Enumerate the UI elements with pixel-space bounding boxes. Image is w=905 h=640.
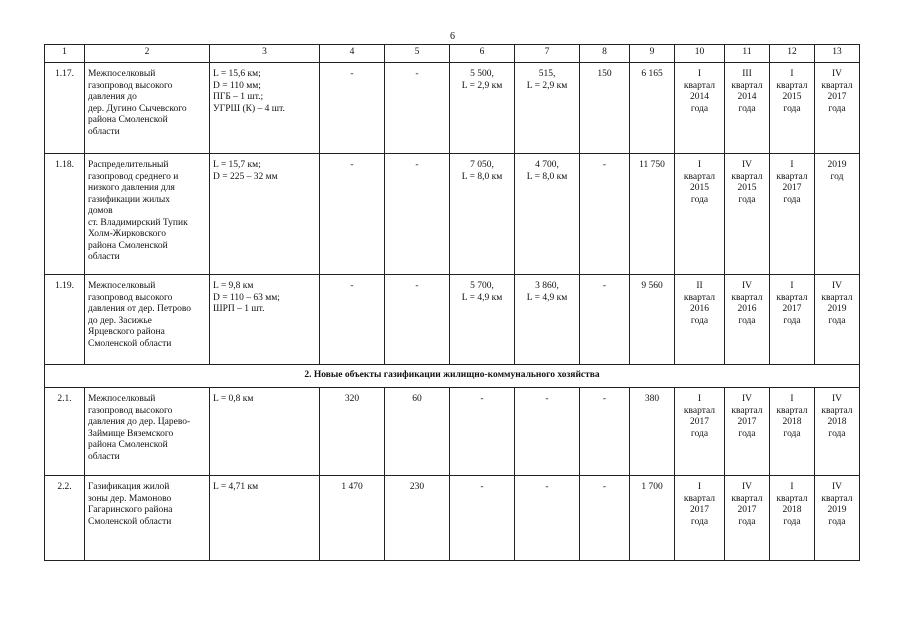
row-number: 1.19. xyxy=(45,275,85,365)
col12-period xyxy=(770,476,815,561)
cell-line: I xyxy=(790,394,794,404)
cell-line: области xyxy=(88,451,120,462)
cell-line: года xyxy=(828,103,846,114)
col11-period xyxy=(725,275,770,365)
cell-line: I xyxy=(790,160,794,170)
cell-line: L = 8,0 км xyxy=(461,171,503,182)
cell-line: низкого давления для xyxy=(88,183,175,193)
cell-line: Холм-Жирковского xyxy=(88,229,166,239)
cell-line: давления до xyxy=(88,92,137,102)
cell-line: года xyxy=(690,103,709,114)
cell-line: I xyxy=(697,394,702,404)
object-name xyxy=(85,476,210,561)
cell-line: домов xyxy=(88,206,113,216)
cell-line: D = 225 – 32 мм xyxy=(213,171,278,182)
cell-line: года xyxy=(738,428,756,439)
col9-total: 9 560 xyxy=(630,275,675,365)
cell-line: 5 500, xyxy=(470,69,494,79)
cell-line: I xyxy=(697,69,702,79)
cell-line: Распределительный xyxy=(88,160,169,170)
cell-line: I xyxy=(790,69,794,79)
cell-line: 2015 xyxy=(690,183,709,193)
cell-line: 2014 xyxy=(690,92,709,102)
col7-value xyxy=(515,476,580,561)
col10-period xyxy=(675,154,725,275)
cell-line: газопровод среднего и xyxy=(88,171,179,182)
object-specs xyxy=(210,388,320,476)
cell-line: Межпоселковый xyxy=(88,281,156,291)
cell-line: квартал xyxy=(731,292,763,303)
cell-line: квартал xyxy=(776,493,808,504)
cell-line: 2017 xyxy=(690,505,709,515)
cell-line: области xyxy=(88,252,120,262)
col11-period xyxy=(725,388,770,476)
col7-value xyxy=(515,275,580,365)
col6-value xyxy=(450,388,515,476)
cell-line: 515, xyxy=(538,69,556,79)
section-title: 2. Новые объекты газификации жилищно-коммунального хозяйства xyxy=(45,365,860,388)
col4-value: - xyxy=(320,63,385,154)
cell-line: года xyxy=(828,428,846,439)
col13-period xyxy=(815,476,860,561)
cell-line: газификации жилых xyxy=(88,194,171,205)
cell-line: квартал xyxy=(776,171,808,182)
header-cell-11: 11 xyxy=(725,45,770,63)
cell-line: 2017 xyxy=(782,183,802,193)
col6-value xyxy=(450,476,515,561)
col5-value: - xyxy=(385,154,450,275)
cell-line: 2016 xyxy=(737,304,757,314)
cell-line: 2014 xyxy=(737,92,757,102)
cell-line: года xyxy=(690,194,709,205)
page-number: 6 xyxy=(450,31,455,42)
header-cell-4: 4 xyxy=(320,45,385,63)
header-cell-12: 12 xyxy=(770,45,815,63)
cell-line: 2016 xyxy=(690,304,709,314)
col10-period xyxy=(675,388,725,476)
cell-line: Ярцевского района xyxy=(88,327,165,337)
cell-line: 2019 xyxy=(827,505,847,515)
cell-line: Гагаринского района xyxy=(88,505,173,515)
cell-line: года xyxy=(690,516,709,527)
col7-value xyxy=(515,154,580,275)
cell-line: года xyxy=(783,194,801,205)
cell-line: квартал xyxy=(683,405,716,416)
cell-line: до дер. Засижье xyxy=(88,315,152,326)
cell-line: года xyxy=(738,516,756,527)
header-cell-2: 2 xyxy=(85,45,210,63)
cell-line: II xyxy=(696,281,703,291)
col4-value: 1 470 xyxy=(320,476,385,561)
cell-line: года xyxy=(738,194,756,205)
cell-line: Газификация жилой xyxy=(88,482,170,492)
col6-value xyxy=(450,154,515,275)
col8-value: - xyxy=(580,275,630,365)
cell-line: 2018 xyxy=(782,505,802,515)
cell-line: 2017 xyxy=(827,92,847,102)
cell-line: 2015 xyxy=(737,183,757,193)
table-row xyxy=(45,476,860,561)
cell-line: 2017 xyxy=(737,505,757,515)
section-row xyxy=(45,365,860,388)
cell-line: квартал xyxy=(731,80,763,91)
object-name xyxy=(85,154,210,275)
col5-value: 230 xyxy=(385,476,450,561)
cell-line: года xyxy=(783,315,801,326)
cell-line: года xyxy=(738,103,756,114)
col12-period xyxy=(770,63,815,154)
header-cell-8: 8 xyxy=(580,45,630,63)
cell-line: квартал xyxy=(683,292,716,303)
cell-line: квартал xyxy=(683,80,716,91)
cell-line: квартал xyxy=(821,292,853,303)
cell-line: - xyxy=(480,394,484,404)
col6-value xyxy=(450,275,515,365)
cell-line: газопровод высокого xyxy=(88,80,173,91)
col10-period xyxy=(675,275,725,365)
cell-line: - xyxy=(545,394,549,404)
table-row xyxy=(45,275,860,365)
cell-line: L = 4,9 км xyxy=(526,292,568,303)
col4-value: - xyxy=(320,275,385,365)
cell-line: газопровод высокого xyxy=(88,292,173,303)
col12-period xyxy=(770,388,815,476)
header-row xyxy=(45,45,860,63)
header-cell-5: 5 xyxy=(385,45,450,63)
col9-total: 380 xyxy=(630,388,675,476)
cell-line: III xyxy=(742,69,752,79)
header-cell-1: 1 xyxy=(45,45,85,63)
cell-line: Смоленской области xyxy=(88,338,172,349)
cell-line: IV xyxy=(741,482,753,492)
col5-value: - xyxy=(385,275,450,365)
cell-line: зоны дер. Мамоново xyxy=(88,493,172,504)
cell-line: района Смоленской xyxy=(88,440,168,450)
cell-line: района Смоленской xyxy=(88,115,168,125)
col11-period xyxy=(725,63,770,154)
cell-line: D = 110 – 63 мм; xyxy=(213,292,280,303)
cell-line: L = 15,6 км; xyxy=(213,69,261,79)
cell-line: IV xyxy=(741,394,753,404)
cell-line: газопровод высокого xyxy=(88,405,173,416)
cell-line: Межпоселковый xyxy=(88,69,156,79)
col11-period xyxy=(725,476,770,561)
cell-line: квартал xyxy=(683,171,716,182)
cell-line: 2017 xyxy=(690,417,709,427)
cell-line: 2019 xyxy=(827,160,847,170)
cell-line: 2017 xyxy=(737,417,757,427)
object-specs xyxy=(210,154,320,275)
cell-line: дер. Дугино Сычевского xyxy=(88,103,187,114)
cell-line: Смоленской области xyxy=(88,516,172,527)
cell-line: квартал xyxy=(776,80,808,91)
cell-line: - xyxy=(480,482,484,492)
row-number: 1.17. xyxy=(45,63,85,154)
cell-line: IV xyxy=(741,160,753,170)
row-number: 2.1. xyxy=(45,388,85,476)
col8-value: - xyxy=(580,476,630,561)
col5-value: 60 xyxy=(385,388,450,476)
header-cell-10: 10 xyxy=(675,45,725,63)
cell-line: 7 050, xyxy=(470,160,494,170)
col11-period xyxy=(725,154,770,275)
cell-line: 4 700, xyxy=(535,160,559,170)
objects-table xyxy=(44,44,860,561)
cell-line: 2015 xyxy=(782,92,802,102)
cell-line: L = 15,7 км; xyxy=(213,160,261,170)
cell-line: квартал xyxy=(731,171,763,182)
cell-line: Займище Вяземского xyxy=(88,428,174,439)
cell-line: I xyxy=(697,482,702,492)
header-cell-13: 13 xyxy=(815,45,860,63)
col10-period xyxy=(675,476,725,561)
cell-line: Межпоселковый xyxy=(88,394,156,404)
cell-line: квартал xyxy=(821,80,853,91)
col13-period xyxy=(815,154,860,275)
table-row xyxy=(45,154,860,275)
cell-line: года xyxy=(783,516,801,527)
col9-total: 11 750 xyxy=(630,154,675,275)
cell-line: год xyxy=(830,171,844,182)
cell-line: года xyxy=(828,516,846,527)
cell-line: L = 9,8 км xyxy=(213,281,254,291)
header-cell-9: 9 xyxy=(630,45,675,63)
col4-value: - xyxy=(320,154,385,275)
cell-line: квартал xyxy=(731,405,763,416)
cell-line: 3 860, xyxy=(535,281,559,291)
cell-line: года xyxy=(690,428,709,439)
object-specs xyxy=(210,275,320,365)
object-name xyxy=(85,388,210,476)
cell-line: IV xyxy=(831,482,843,492)
cell-line: L = 0,8 км xyxy=(213,394,254,404)
cell-line: года xyxy=(690,315,709,326)
cell-line: L = 4,71 км xyxy=(213,482,259,492)
cell-line: 5 700, xyxy=(470,281,494,291)
cell-line: - xyxy=(545,482,549,492)
cell-line: УГРШ (К) – 4 шт. xyxy=(213,103,285,114)
object-name xyxy=(85,63,210,154)
cell-line: 2017 xyxy=(782,304,802,314)
object-name xyxy=(85,275,210,365)
table-body xyxy=(45,45,860,561)
col9-total: 1 700 xyxy=(630,476,675,561)
cell-line: IV xyxy=(831,281,843,291)
object-specs xyxy=(210,63,320,154)
col12-period xyxy=(770,154,815,275)
col9-total: 6 165 xyxy=(630,63,675,154)
cell-line: квартал xyxy=(821,405,853,416)
cell-line: ШРП – 1 шт. xyxy=(213,304,265,314)
table-row xyxy=(45,63,860,154)
cell-line: L = 8,0 км xyxy=(526,171,568,182)
col8-value: 150 xyxy=(580,63,630,154)
row-number: 1.18. xyxy=(45,154,85,275)
cell-line: 2018 xyxy=(827,417,847,427)
cell-line: 2019 xyxy=(827,304,847,314)
header-cell-7: 7 xyxy=(515,45,580,63)
cell-line: 2018 xyxy=(782,417,802,427)
cell-line: давления до дер. Царево- xyxy=(88,417,191,427)
header-cell-6: 6 xyxy=(450,45,515,63)
cell-line: IV xyxy=(831,69,843,79)
header-cell-3: 3 xyxy=(210,45,320,63)
cell-line: квартал xyxy=(821,493,853,504)
col5-value: - xyxy=(385,63,450,154)
cell-line: квартал xyxy=(776,405,808,416)
cell-line: года xyxy=(783,428,801,439)
cell-line: района Смоленской xyxy=(88,240,168,251)
cell-line: I xyxy=(697,160,702,170)
cell-line: квартал xyxy=(683,493,716,504)
cell-line: давления от дер. Петрово xyxy=(88,304,191,314)
cell-line: года xyxy=(738,315,756,326)
cell-line: I xyxy=(790,281,794,291)
cell-line: L = 2,9 км xyxy=(526,80,568,91)
cell-line: L = 2,9 км xyxy=(461,80,503,91)
cell-line: квартал xyxy=(731,493,763,504)
object-specs xyxy=(210,476,320,561)
cell-line: ст. Владимирский Тупик xyxy=(88,217,188,228)
row-number: 2.2. xyxy=(45,476,85,561)
cell-line: IV xyxy=(741,281,753,291)
cell-line: года xyxy=(783,103,801,114)
col4-value: 320 xyxy=(320,388,385,476)
col6-value xyxy=(450,63,515,154)
cell-line: квартал xyxy=(776,292,808,303)
cell-line: года xyxy=(828,315,846,326)
cell-line: L = 4,9 км xyxy=(461,292,503,303)
col13-period xyxy=(815,275,860,365)
col12-period xyxy=(770,275,815,365)
col7-value xyxy=(515,388,580,476)
table-row xyxy=(45,388,860,476)
cell-line: области xyxy=(88,126,120,137)
col13-period xyxy=(815,63,860,154)
cell-line: D = 110 мм; xyxy=(213,80,261,91)
cell-line: ПГБ – 1 шт.; xyxy=(213,92,264,102)
cell-line: IV xyxy=(831,394,843,404)
col10-period xyxy=(675,63,725,154)
col7-value xyxy=(515,63,580,154)
cell-line: I xyxy=(790,482,794,492)
col13-period xyxy=(815,388,860,476)
col8-value: - xyxy=(580,154,630,275)
col8-value: - xyxy=(580,388,630,476)
